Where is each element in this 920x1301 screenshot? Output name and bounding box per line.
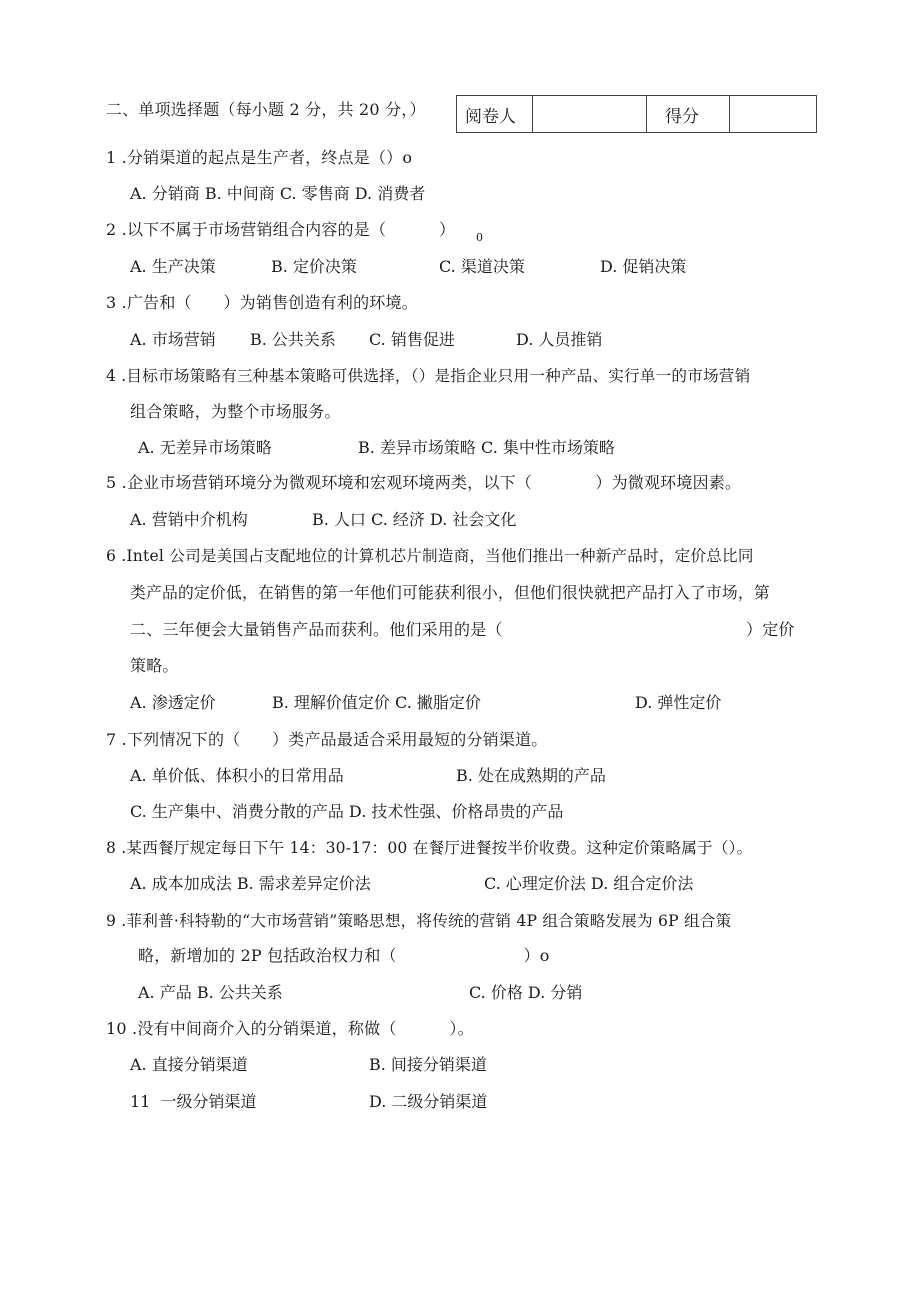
question-text: 6 .Intel 公司是美国占支配地位的计算机芯片制造商，当他们推出一种新产品时，定价总比同 xyxy=(106,547,754,565)
question-text: 2 .以下不属于市场营销组合内容的是（ ） xyxy=(106,220,456,239)
question-text-cont: 略，新增加的 2P 包括政治权力和（ ）o xyxy=(138,946,550,965)
question-text-cont: ）定价 xyxy=(746,620,795,639)
question-text-cont: 二、三年便会大量销售产品而获利。他们采用的是（ xyxy=(130,620,503,639)
option-d: D. 人员推销 xyxy=(516,330,603,349)
question-text-cont: 组合策略，为整个市场服务。 xyxy=(130,402,341,421)
option-bcd: B. 人口 C. 经济 D. 社会文化 xyxy=(312,510,517,529)
option-b: B. 间接分销渠道 xyxy=(369,1055,487,1074)
option-a: A. 生产决策 xyxy=(130,257,216,276)
option-b: B. 处在成熟期的产品 xyxy=(456,766,606,785)
question-text-cont: 类产品的定价低，在销售的第一年他们可能获利很小，但他们很快就把产品打入了市场，第 xyxy=(130,583,770,602)
grader-value-cell[interactable] xyxy=(533,96,647,133)
option-ab: A. 成本加成法 B. 需求差异定价法 xyxy=(130,874,371,893)
option-c: C. 渠道决策 xyxy=(439,257,525,276)
score-value-cell[interactable] xyxy=(730,96,817,133)
option-d: D. 二级分销渠道 xyxy=(369,1092,488,1111)
option-a: A. 营销中介机构 xyxy=(130,510,248,529)
question-text: 4 .目标市场策略有三种基本策略可供选择，（）是指企业只用一种产品、实行单一的市场营销 xyxy=(106,367,751,385)
question-text: 1 .分销渠道的起点是生产者，终点是（）o xyxy=(106,148,413,167)
grader-label: 阅卷人 xyxy=(457,96,533,133)
grader-score-table xyxy=(456,95,817,133)
option-a: A. 无差异市场策略 xyxy=(138,438,272,457)
option-a: A. 市场营销 xyxy=(130,330,216,349)
score-label: 得分 xyxy=(647,96,730,133)
option-cd: C. 价格 D. 分销 xyxy=(469,983,583,1002)
question-text: 5 .企业市场营销环境分为微观环境和宏观环境两类，以下（ ）为微观环境因素。 xyxy=(106,473,742,492)
option-cd: C. 生产集中、消费分散的产品 D. 技术性强、价格昂贵的产品 xyxy=(130,802,564,821)
option-b: B. 公共关系 xyxy=(250,330,336,349)
trailing-mark: 0 xyxy=(476,231,484,244)
option-a: A. 渗透定价 xyxy=(130,693,216,712)
question-text-cont: 策略。 xyxy=(130,656,179,675)
option-a: A. 直接分销渠道 xyxy=(130,1055,248,1074)
section-title: 二、单项选择题（每小题 2 分，共 20 分，） xyxy=(106,100,426,119)
option-bc: B. 理解价值定价 C. 撇脂定价 xyxy=(272,693,481,712)
question-options: A. 分销商 B. 中间商 C. 零售商 D. 消费者 xyxy=(130,184,426,203)
question-text: 3 .广告和（ ）为销售创造有利的环境。 xyxy=(106,293,418,312)
option-bc: B. 差异市场策略 C. 集中性市场策略 xyxy=(358,438,615,457)
option-a: A. 单价低、体积小的日常用品 xyxy=(130,766,344,785)
question-text: 10 .没有中间商介入的分销渠道，称做（ ）。 xyxy=(106,1019,474,1038)
option-b: B. 定价决策 xyxy=(271,257,357,276)
option-c: C. 销售促进 xyxy=(369,330,455,349)
question-text: 8 .某西餐厅规定每日下午 14：30-17：00 在餐厅进餐按半价收费。这种定价策略属于（）。 xyxy=(106,839,753,857)
option-c: 11 一级分销渠道 xyxy=(130,1092,257,1111)
option-ab: A. 产品 B. 公共关系 xyxy=(138,983,283,1002)
option-d: D. 促销决策 xyxy=(600,257,687,276)
question-text: 9 .菲利普·科特勒的“大市场营销”策略思想，将传统的营销 4P 组合策略发展为 6P 组合策 xyxy=(106,912,732,930)
option-d: D. 弹性定价 xyxy=(635,693,722,712)
option-cd: C. 心理定价法 D. 组合定价法 xyxy=(484,874,694,893)
question-text: 7 .下列情况下的（ ）类产品最适合采用最短的分销渠道。 xyxy=(106,730,548,749)
